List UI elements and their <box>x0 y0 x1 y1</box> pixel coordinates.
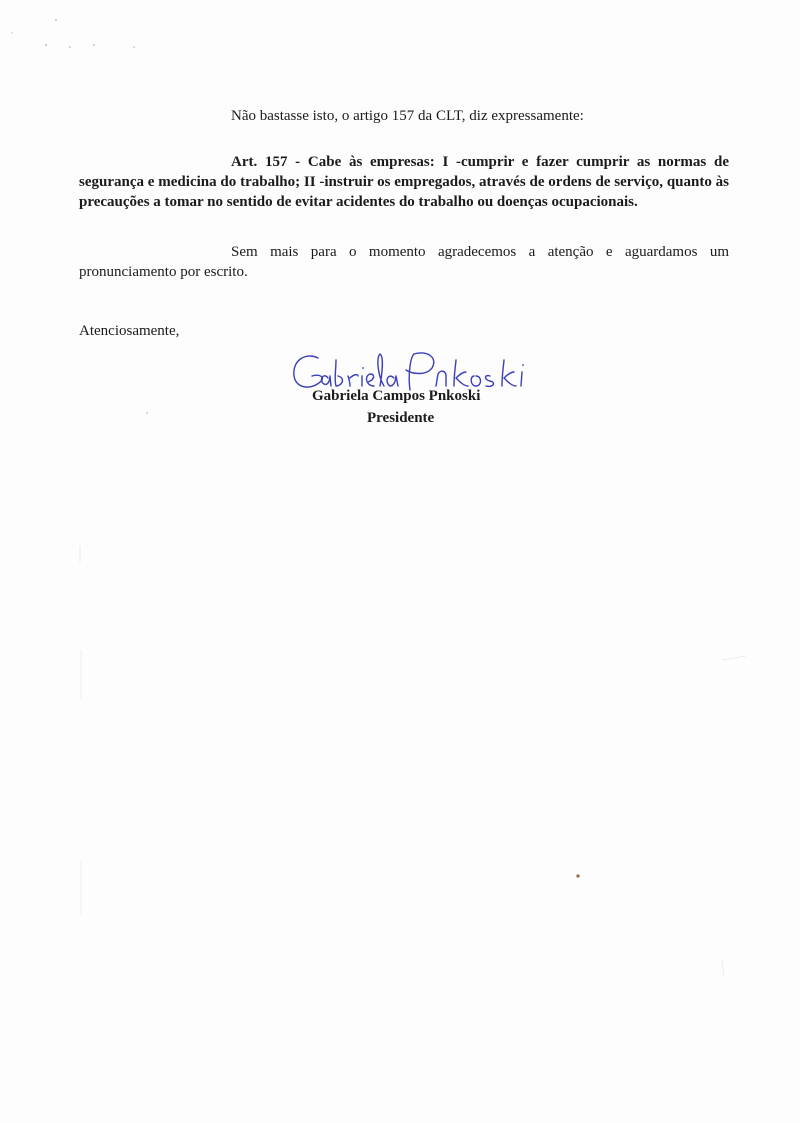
signer-name: Gabriela Campos Pnkoski <box>312 388 481 404</box>
intro-paragraph: Não bastasse isto, o artigo 157 da CLT, diz expressamente: <box>231 108 584 124</box>
salutation: Atenciosamente, <box>79 323 180 339</box>
quoted-article: Art. 157 - Cabe às empresas: I -cumprir e fazer cumprir as normas de segurança e medicina do trabalho; II -instruir os empregados, através de ordens de serviço, quanto às precauções a tomar no sentido de evitar acidentes do trabalho ou doenças ocupacionais. <box>79 154 729 210</box>
signer-role: Presidente <box>367 410 435 426</box>
closing-paragraph: Sem mais para o momento agradecemos a atenção e aguardamos um pronunciamento por escrito. <box>79 244 729 280</box>
